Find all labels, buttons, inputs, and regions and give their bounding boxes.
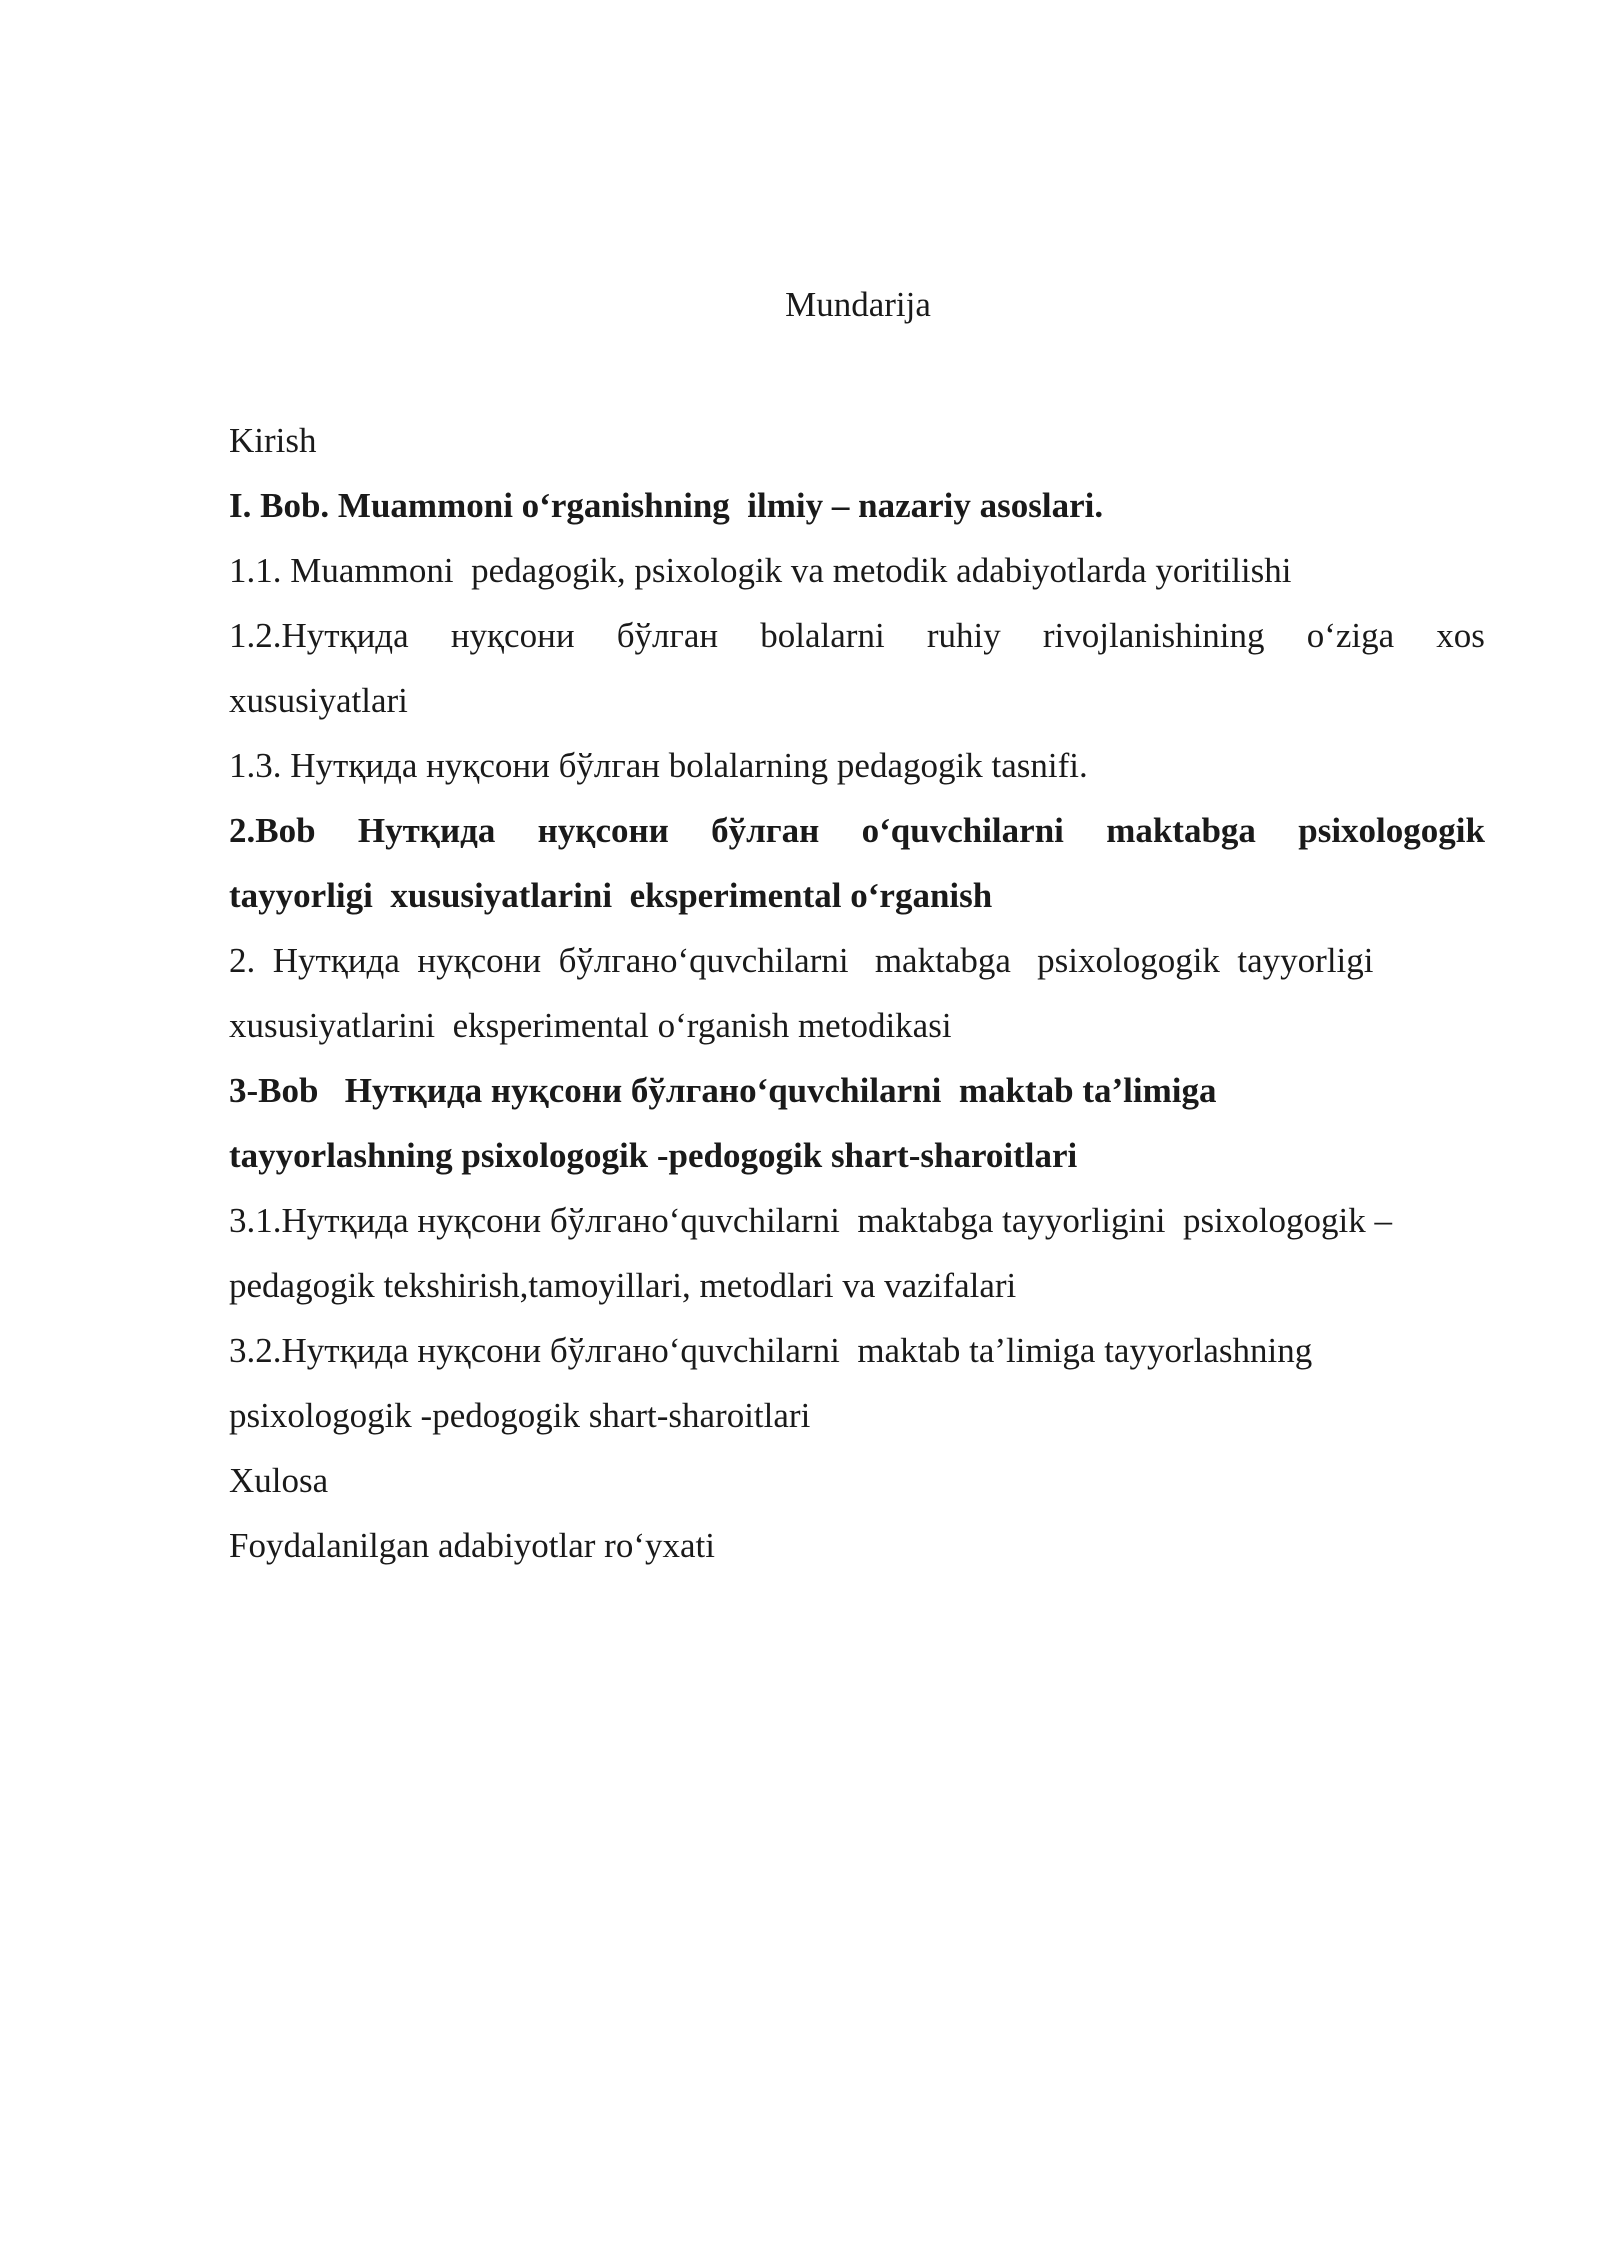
toc-word: maktabga (1106, 811, 1256, 850)
toc-word: Нутқида (357, 811, 496, 850)
toc-word: o‘ziga (1306, 616, 1395, 655)
toc-word: bolalarni (760, 616, 885, 655)
toc-entry: xususiyatlarini eksperimental o‘rganish metodikasi (229, 1006, 952, 1045)
toc-word: 1.2.Нутқида (229, 616, 409, 655)
toc-entry: Foydalanilgan adabiyotlar ro‘yxati (229, 1526, 715, 1565)
toc-entry: Kirish (229, 421, 317, 460)
toc-word: 2.Bob (229, 811, 316, 850)
toc-entry: 1.3. Нутқида нуқсони бўлган bolalarning pedagogik tasnifi. (229, 746, 1088, 785)
toc-entry: 3.2.Нутқида нуқсони бўлганo‘quvchilarni maktab ta’limiga tayyorlashning (229, 1331, 1313, 1370)
toc-word: xos (1436, 616, 1485, 655)
toc-chapter-heading-justified (229, 798, 1485, 863)
toc-word: бўлган (616, 616, 719, 655)
toc-chapter-heading: tayyorlashning psixologogik -pedogogik shart-sharoitlari (229, 1136, 1078, 1175)
toc-entry: 2. Нутқида нуқсони бўлганo‘quvchilarni maktabga psixologogik tayyorligi (229, 941, 1374, 980)
toc-chapter-heading: tayyorligi xususiyatlarini eksperimental o‘rganish (229, 876, 993, 915)
toc-entry: 1.1. Muammoni pedagogik, psixologik va metodik adabiyotlarda yoritilishi (229, 551, 1292, 590)
toc-word: нуқсони (450, 616, 575, 655)
toc-chapter-heading: I. Bob. Muammoni o‘rganishning ilmiy – nazariy asoslari. (229, 486, 1104, 525)
toc-entry: psixologogik -pedogogik shart-sharoitlari (229, 1396, 811, 1435)
toc-word: rivojlanishining (1042, 616, 1265, 655)
toc-word: нуқсони (537, 811, 669, 850)
toc-entry: Xulosa (229, 1461, 329, 1500)
toc-entry: pedagogik tekshirish,tamoyillari, metodlari va vazifalari (229, 1266, 1017, 1305)
toc-word: o‘quvchilarni (861, 811, 1064, 850)
toc-word: psixologogik (1298, 811, 1485, 850)
toc-entry-justified (229, 603, 1485, 668)
page-title: Mundarija (785, 285, 931, 324)
table-of-contents (229, 408, 1485, 1578)
toc-entry: xususiyatlari (229, 681, 408, 720)
toc-word: бўлган (711, 811, 820, 850)
toc-chapter-heading: 3-Bob Нутқида нуқсони бўлганo‘quvchilarni maktab ta’limiga (229, 1071, 1217, 1110)
toc-entry: 3.1.Нутқида нуқсони бўлганo‘quvchilarni maktabga tayyorligini psixologogik – (229, 1201, 1392, 1240)
toc-word: ruhiy (926, 616, 1001, 655)
